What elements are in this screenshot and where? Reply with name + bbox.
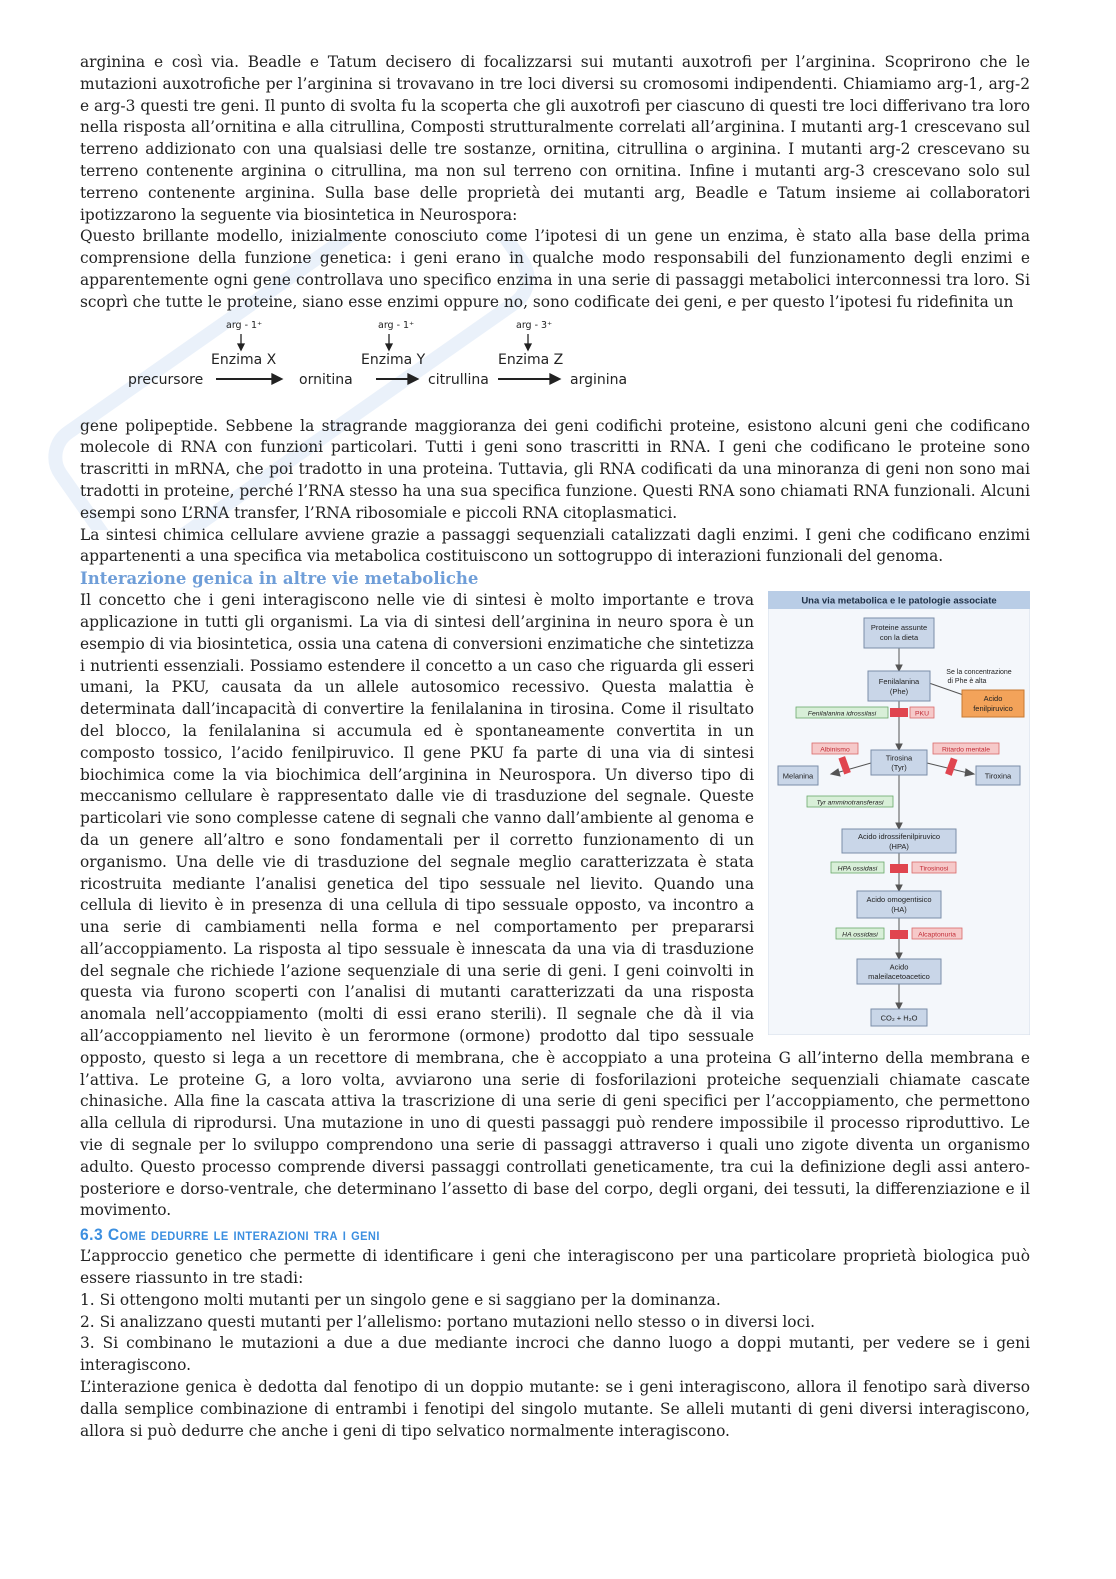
node-diet-line1: Proteine assunte [870, 623, 928, 633]
list-item: 2. Si analizzano questi mutanti per l’allelismo: portano mutazioni nello stesso o in diversi loci. [80, 1312, 816, 1331]
gene-label-3: arg - 3⁺ [516, 319, 553, 331]
svg-text:Tirosina [886, 754, 913, 763]
gene-label-1: arg - 1⁺ [226, 319, 263, 331]
node-mal-line2: maleilacetoacetico [868, 972, 930, 982]
node-tiroxina: Tiroxina [984, 771, 1012, 781]
svg-text:(Phe) [890, 687, 909, 696]
figure-title: Una via metabolica e le patologie associate [801, 595, 997, 607]
enzyme-ha: HA ossidasi [842, 931, 878, 939]
svg-text:Proteine assunte [871, 623, 927, 632]
enzyme-y: Enzima Y [361, 351, 426, 368]
enzyme-pah: Fenilalanina idrossilasi [807, 710, 877, 718]
substance-citrullina: citrullina [428, 371, 489, 388]
node-co2: CO₂ + H₂O [880, 1013, 918, 1023]
document-page [80, 52, 1030, 1442]
gene-label-2: arg - 1⁺ [378, 319, 415, 331]
paragraph-3: gene polipeptide. Sebbene la stragrande maggioranza dei geni codifichi proteine, esistono alcuni geni che codificano molecole di RNA con funzioni particolari. Tutti i geni sono trascritti in RNA. I geni che codificano le proteine sono trascritti in mRNA, che poi tradotto in una proteina. Tuttavia, gli RNA codificati da una minoranza di geni non sono mai tradotti in proteine, perché l’RNA stesso ha una sua specifica funzione. Questi RNA sono chiamati RNA funzionali. Alcuni esempi sono L’RNA transfer, l’RNA ribosomiale e piccoli RNA citoplasmatici. [80, 416, 1030, 522]
node-ha-line2: (HA) [891, 905, 907, 915]
arginine-pathway-scheme [80, 316, 1030, 416]
list-item: 1. Si ottengono molti mutanti per un singolo gene e si saggiano per la dominanza. [80, 1290, 721, 1309]
substance-ornitina: ornitina [299, 371, 353, 388]
paragraph-7: L’interazione genica è dedotta dal fenotipo di un doppio mutante: se i geni interagiscono, allora il fenotipo sarà diverso dalla semplice combinazione di entrambi i fenotipi del singolo mutante. Se alleli mutanti di geni diversi interagiscono, allora si può dedurre che anche i geni di tipo selvatico normalmente interagiscono. [80, 1378, 1030, 1440]
enzyme-x: Enzima X [211, 351, 277, 368]
disease-ritardo: Ritardo mentale [942, 746, 990, 754]
svg-text:(HA) [891, 905, 907, 914]
pku-pathway-diagram [768, 591, 1030, 1035]
node-tyr-line1: Tirosina [885, 753, 913, 763]
node-phe-line2: (Phe) [889, 687, 909, 697]
node-melanina: Melanina [782, 771, 814, 781]
subsection-heading: Interazione genica in altre vie metaboliche [80, 569, 479, 589]
node-diet-line2: con la dieta [879, 633, 919, 643]
svg-text:Se la concentrazione [946, 669, 1011, 676]
svg-text:con la dieta [880, 633, 919, 642]
paragraph-2: Questo brillante modello, inizialmente conosciuto come l’ipotesi di un gene un enzima, è stato alla base della prima comprensione della funzione genetica: i geni erano in qualche modo responsabili del funzionamento degli enzimi e apparentemente ogni gene controllava uno specifico enzima in una serie di passaggi metabolici interconnessi tra loro. Si scoprì che tutte le proteine, siano esse enzimi oppure no, sono codificate dei geni, e per questo l’ipotesi fu ridefinita un [80, 227, 1030, 311]
paragraph-5: Il concetto che i geni interagiscono nelle vie di sintesi è molto importante e trova applicazione in tutti gli organismi. La via di sintesi dell’arginina in neuro spora è un esempio di via biosintetica, ossia una catena di conversioni enzimatiche che sintetizza i nutrienti essenziali. Possiamo estendere il concetto a un caso che riguarda gli esseri umani, la PKU, causata da un allele autosomico recessivo. Questa malattia è determinata dall’incapacità di convertire la fenilalanina in tirosina. Come il risultato del blocco, la fenilalanina si accumula ed è spontaneamente convertita in un composto tossico, l’acido fenilpiruvico. Il gene PKU fa parte di una via di sintesi biochimica come la via biochimica dell’arginina in Neurospora. Un diverso tipo di meccanismo cellulare è rappresentato dalle vie di trasduzione del segnale. Queste particolari vie sono complesse catene di segnali che vanno dall’ambiente al genoma e da un genere all’altro e sono fondamentali per il corretto funzionamento di un organismo. Una delle vie di trasduzione del segnale meglio caratterizzata è stata ricostruita mediante l’analisi genetica del tipo sessuale nel lievito. Quando una cellula di lievito è in presenza di una cellula di tipo sessuale opposto, va incontro a una serie di cambiamenti nella forma e nel comportamento per prepararsi all’accoppiamento. La risposta al tipo sessuale è innescata da una via di trasduzione del segnale che richiede l’azione sequenziale di una serie di geni. I geni coinvolti in questa via furono scoperti con l’analisi di mutanti caratterizzati da una risposta anomala nell’accoppiamento (molti di essi erano sterili). Il segnale che dà il via all’accoppiamento nel lievito è un ferormone (ormone) prodotto dal tipo sessuale opposto, questo si lega a un recettore di membrana, che è accoppiato a una proteina G all’interno della membrana e l’attiva. Le proteine G, a loro volta, avviarono una serie di fosforilazioni proteiche sequenziali chiamate cascate chinasiche. Alla fine la cascata attiva la trascrizione di una serie di geni specifici per l’accoppiamento, che permettono alla cellula di riprodursi. Una mutazione in uno di questi passaggi può rendere impossibile il processo riproduttivo. Le vie di segnale per lo sviluppo comprendono una serie di passaggi attraverso i quali uno zigote diventa un organismo adulto. Questo processo comprende diversi passaggi controllati geneticamente, tra cui la definizione degli assi antero-posteriore e dorso-ventrale, che determinano l’assetto di base del corpo, degli organi, dei tessuti, la differenziazione e il movimento. [80, 591, 1030, 1220]
node-ha-line1: Acido omogentisico [866, 895, 932, 905]
disease-alcaptonuria: Alcaptonuria [918, 931, 956, 939]
note-line1: Se la concentrazione [946, 669, 1012, 677]
disease-albinismo: Albinismo [820, 746, 850, 754]
svg-text:(HPA) [889, 842, 909, 851]
disease-pku: PKU [915, 710, 929, 718]
svg-text:Acido idrossifenilpiruvico [858, 832, 940, 841]
enzyme-hpa: HPA ossidasi [837, 865, 878, 873]
svg-text:(Tyr) [891, 763, 907, 772]
disease-tirosinosi: Tirosinosi [919, 865, 949, 873]
node-hpa-line2: (HPA) [889, 842, 909, 852]
svg-text:di Phe è alta [948, 678, 987, 685]
svg-text:fenilpiruvico [973, 704, 1013, 713]
svg-text:Acido [890, 963, 909, 972]
node-tyr-line2: (Tyr) [891, 763, 907, 773]
substance-precursore: precursore [128, 371, 204, 388]
note-line2: di Phe è alta [947, 678, 987, 686]
paragraph-6: L’approccio genetico che permette di identificare i geni che interagiscono per una particolare proprietà biologica può essere riassunto in tre stadi: [80, 1247, 1030, 1288]
svg-text:maleilacetoacetico [868, 972, 930, 981]
paragraph-4: La sintesi chimica cellulare avviene grazie a passaggi sequenziali catalizzati dagli enzimi. I geni che codificano enzimi appartenenti a una specifica via metabolica costituiscono un sottogruppo di interazioni funzionali del genoma. [80, 525, 1030, 566]
pku-pathway-figure [768, 591, 1030, 1035]
svg-text:Acido [984, 694, 1003, 703]
enzyme-tat: Tyr amminotransferasi [816, 799, 884, 807]
svg-text:Fenilalanina [879, 677, 920, 686]
svg-text:Acido omogentisico [866, 895, 931, 904]
substance-arginina: arginina [570, 371, 628, 388]
node-acid-line2: fenilpiruvico [973, 704, 1013, 714]
node-phe-line1: Fenilalanina [878, 677, 920, 687]
node-hpa-line1: Acido idrossifenilpiruvico [857, 832, 941, 842]
enzyme-z: Enzima Z [498, 351, 564, 368]
node-acid-line1: Acido [983, 694, 1003, 704]
section-heading: 6.3 Come dedurre le interazioni tra i geni [80, 1225, 380, 1245]
paragraph-1: arginina e così via. Beadle e Tatum decisero di focalizzarsi sui mutanti auxotrofi per l’arginina. Scoprirono che le mutazioni auxotrofiche per l’arginina si trovavano in tre loci diversi su cromosomi indipendenti. Chiamiamo arg-1, arg-2 e arg-3 questi tre geni. Il punto di svolta fu la scoperta che gli auxotrofi per ciascuno di questi tre loci differivano tra loro nella risposta all’ornitina e alla citrullina, Composti strutturalmente correlati all’arginina. I mutanti arg-1 crescevano sul terreno addizionato con una qualsiasi delle tre sostanze, ornitina, citrullina o arginina. I mutanti arg-2 crescevano su terreno contenente arginina o citrullina, ma non sul terreno con ornitina. Infine i mutanti arg-3 crescevano solo sul terreno contenente arginina. Sulla base delle proprietà dei mutanti arg, Beadle e Tatum insieme ai collaboratori ipotizzarono la seguente via biosintetica in Neurospora: [80, 53, 1030, 224]
node-mal-line1: Acido [889, 962, 909, 972]
list-item: 3. Si combinano le mutazioni a due a due mediante incroci che danno luogo a doppi mutanti, per vedere se i geni interagiscono. [80, 1334, 1030, 1375]
